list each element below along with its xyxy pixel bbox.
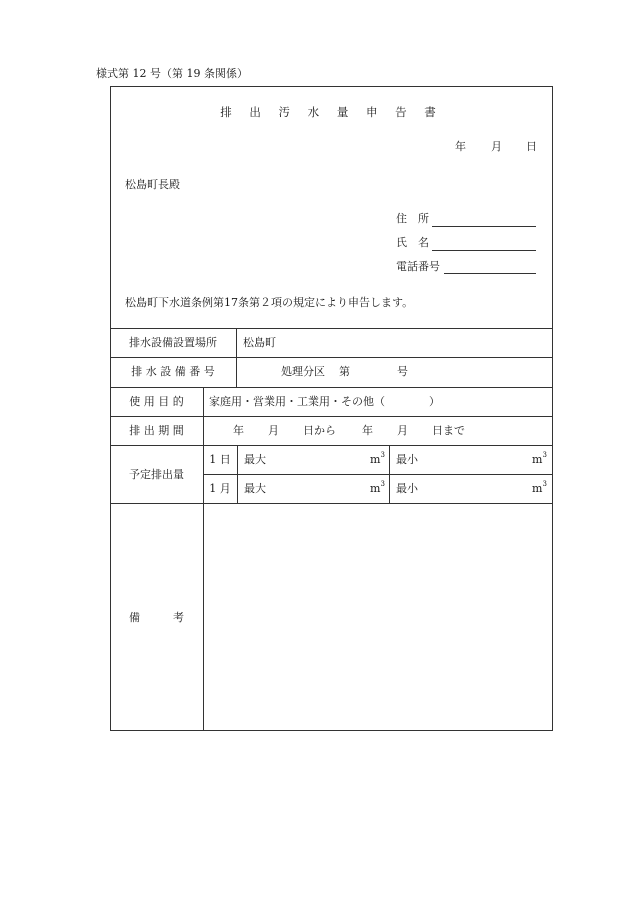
period-day-from: 日から: [303, 424, 336, 437]
month-max-label: 最大: [244, 482, 266, 495]
day-max-label: 最大: [244, 453, 266, 466]
purpose-label: 使 用 目 的: [129, 395, 184, 408]
row-divider: [110, 416, 553, 417]
per-month-label: 1 月: [209, 482, 231, 495]
day-min-label: 最小: [396, 453, 418, 466]
period-year-from: 年: [233, 424, 244, 437]
remarks-field[interactable]: [204, 504, 552, 730]
number-prefix: 第: [339, 365, 350, 378]
month-min-label: 最小: [396, 482, 418, 495]
day-max-unit: $m^3$: [370, 451, 385, 466]
address-field[interactable]: [432, 226, 536, 227]
row-divider: [110, 387, 553, 388]
division-label: 処理分区: [281, 365, 325, 378]
per-day-label: 1 日: [209, 453, 231, 466]
name-label: 氏 名: [396, 236, 429, 249]
phone-label: 電話番号: [396, 260, 440, 273]
row-divider: [110, 328, 553, 329]
date-day-label: 日: [526, 140, 537, 153]
name-field[interactable]: [432, 250, 536, 251]
row-divider: [203, 474, 553, 475]
period-month-to: 月: [397, 424, 408, 437]
period-year-to: 年: [362, 424, 373, 437]
row-divider: [110, 445, 553, 446]
purpose-options[interactable]: 家庭用・営業用・工業用・その他（ ）: [209, 395, 440, 408]
form-title: 排 出 汚 水 量 申 告 書: [220, 105, 443, 119]
number-suffix: 号: [397, 365, 408, 378]
column-divider: [389, 445, 390, 503]
remarks-label: 備 考: [129, 611, 184, 624]
form-number: 様式第 12 号（第 19 条関係）: [96, 67, 248, 80]
period-month-from: 月: [268, 424, 279, 437]
month-min-unit: $m^3$: [532, 480, 547, 495]
period-label: 排 出 期 間: [129, 424, 184, 437]
column-divider: [237, 445, 238, 503]
volume-label: 予定排出量: [129, 468, 184, 481]
location-value[interactable]: 松島町: [243, 336, 276, 349]
declaration-text: 松島町下水道条例第17条第２項の規定により申告します。: [125, 296, 414, 309]
number-label: 排 水 設 備 番 号: [131, 365, 215, 378]
period-day-to: 日まで: [432, 424, 465, 437]
row-divider: [110, 357, 553, 358]
address-label: 住 所: [396, 212, 429, 225]
column-divider: [236, 328, 237, 387]
date-year-label: 年: [455, 140, 466, 153]
day-min-unit: $m^3$: [532, 451, 547, 466]
date-month-label: 月: [491, 140, 502, 153]
phone-field[interactable]: [444, 273, 536, 274]
month-max-unit: $m^3$: [370, 480, 385, 495]
location-label: 排水設備設置場所: [129, 336, 217, 349]
addressee: 松島町長殿: [125, 178, 180, 191]
